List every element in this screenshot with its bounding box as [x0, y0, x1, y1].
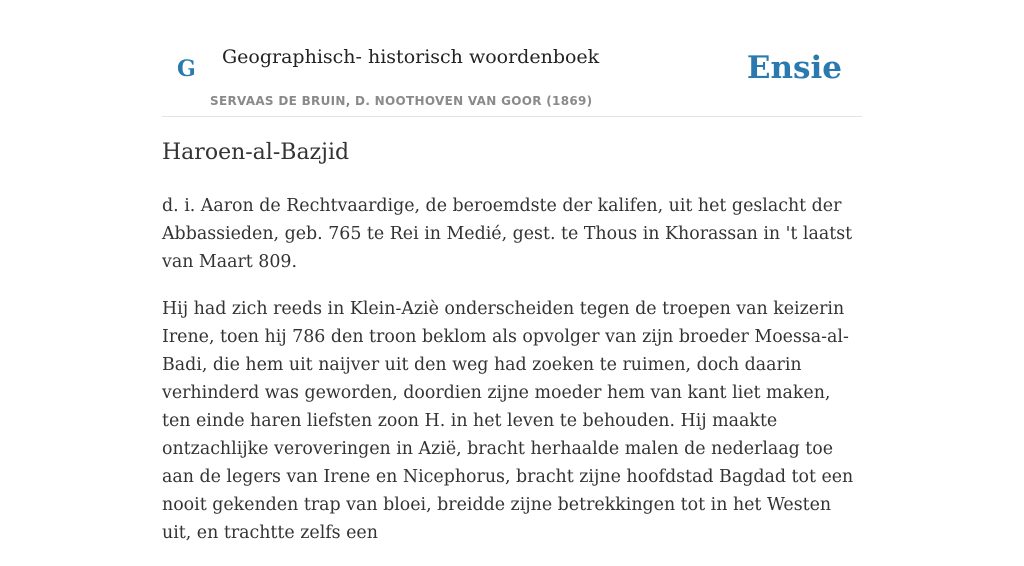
- book-title-link[interactable]: Geographisch- historisch woordenboek: [222, 46, 600, 68]
- entry-title: Haroen-al-Bazjid: [162, 140, 350, 165]
- entry-paragraph: Hij had zich reeds in Klein-Aziè onderscheiden tegen de troepen van keizerin Irene, toen hij 786 den troon beklom als opvolger van zijn broeder Moessa-al-Badi, die hem uit naijver uit den weg had zoeken te ruimen, doch daarin verhinderd was geworden, doordien zijne moeder hem van kant liet maken, ten einde haren liefsten zoon H. in het leven te behouden. Hij maakte ontzachlijke veroveringen in Azië, bracht herhaalde malen de nederlaag toe aan de legers van Irene en Nicephorus, bracht zijne hoofdstad Bagdad tot een nooit gekenden trap van bloei, breidde zijne betrekkingen tot in het Westen uit, en trachtte zelfs een: [162, 299, 854, 543]
- entry-content: [162, 192, 862, 566]
- book-authors: SERVAAS DE BRUIN, D. NOOTHOVEN VAN GOOR (1869): [210, 94, 593, 108]
- entry-paragraph: d. i. Aaron de Rechtvaardige, de beroemdste der kalifen, uit het geslacht der Abbassieden, geb. 765 te Rei in Medié, gest. te Thous in Khorassan in 't laatst van Maart 809.: [162, 196, 853, 272]
- ensie-logo-link[interactable]: Ensie: [746, 50, 842, 86]
- book-letter-link[interactable]: G: [177, 56, 196, 82]
- header: [162, 0, 862, 117]
